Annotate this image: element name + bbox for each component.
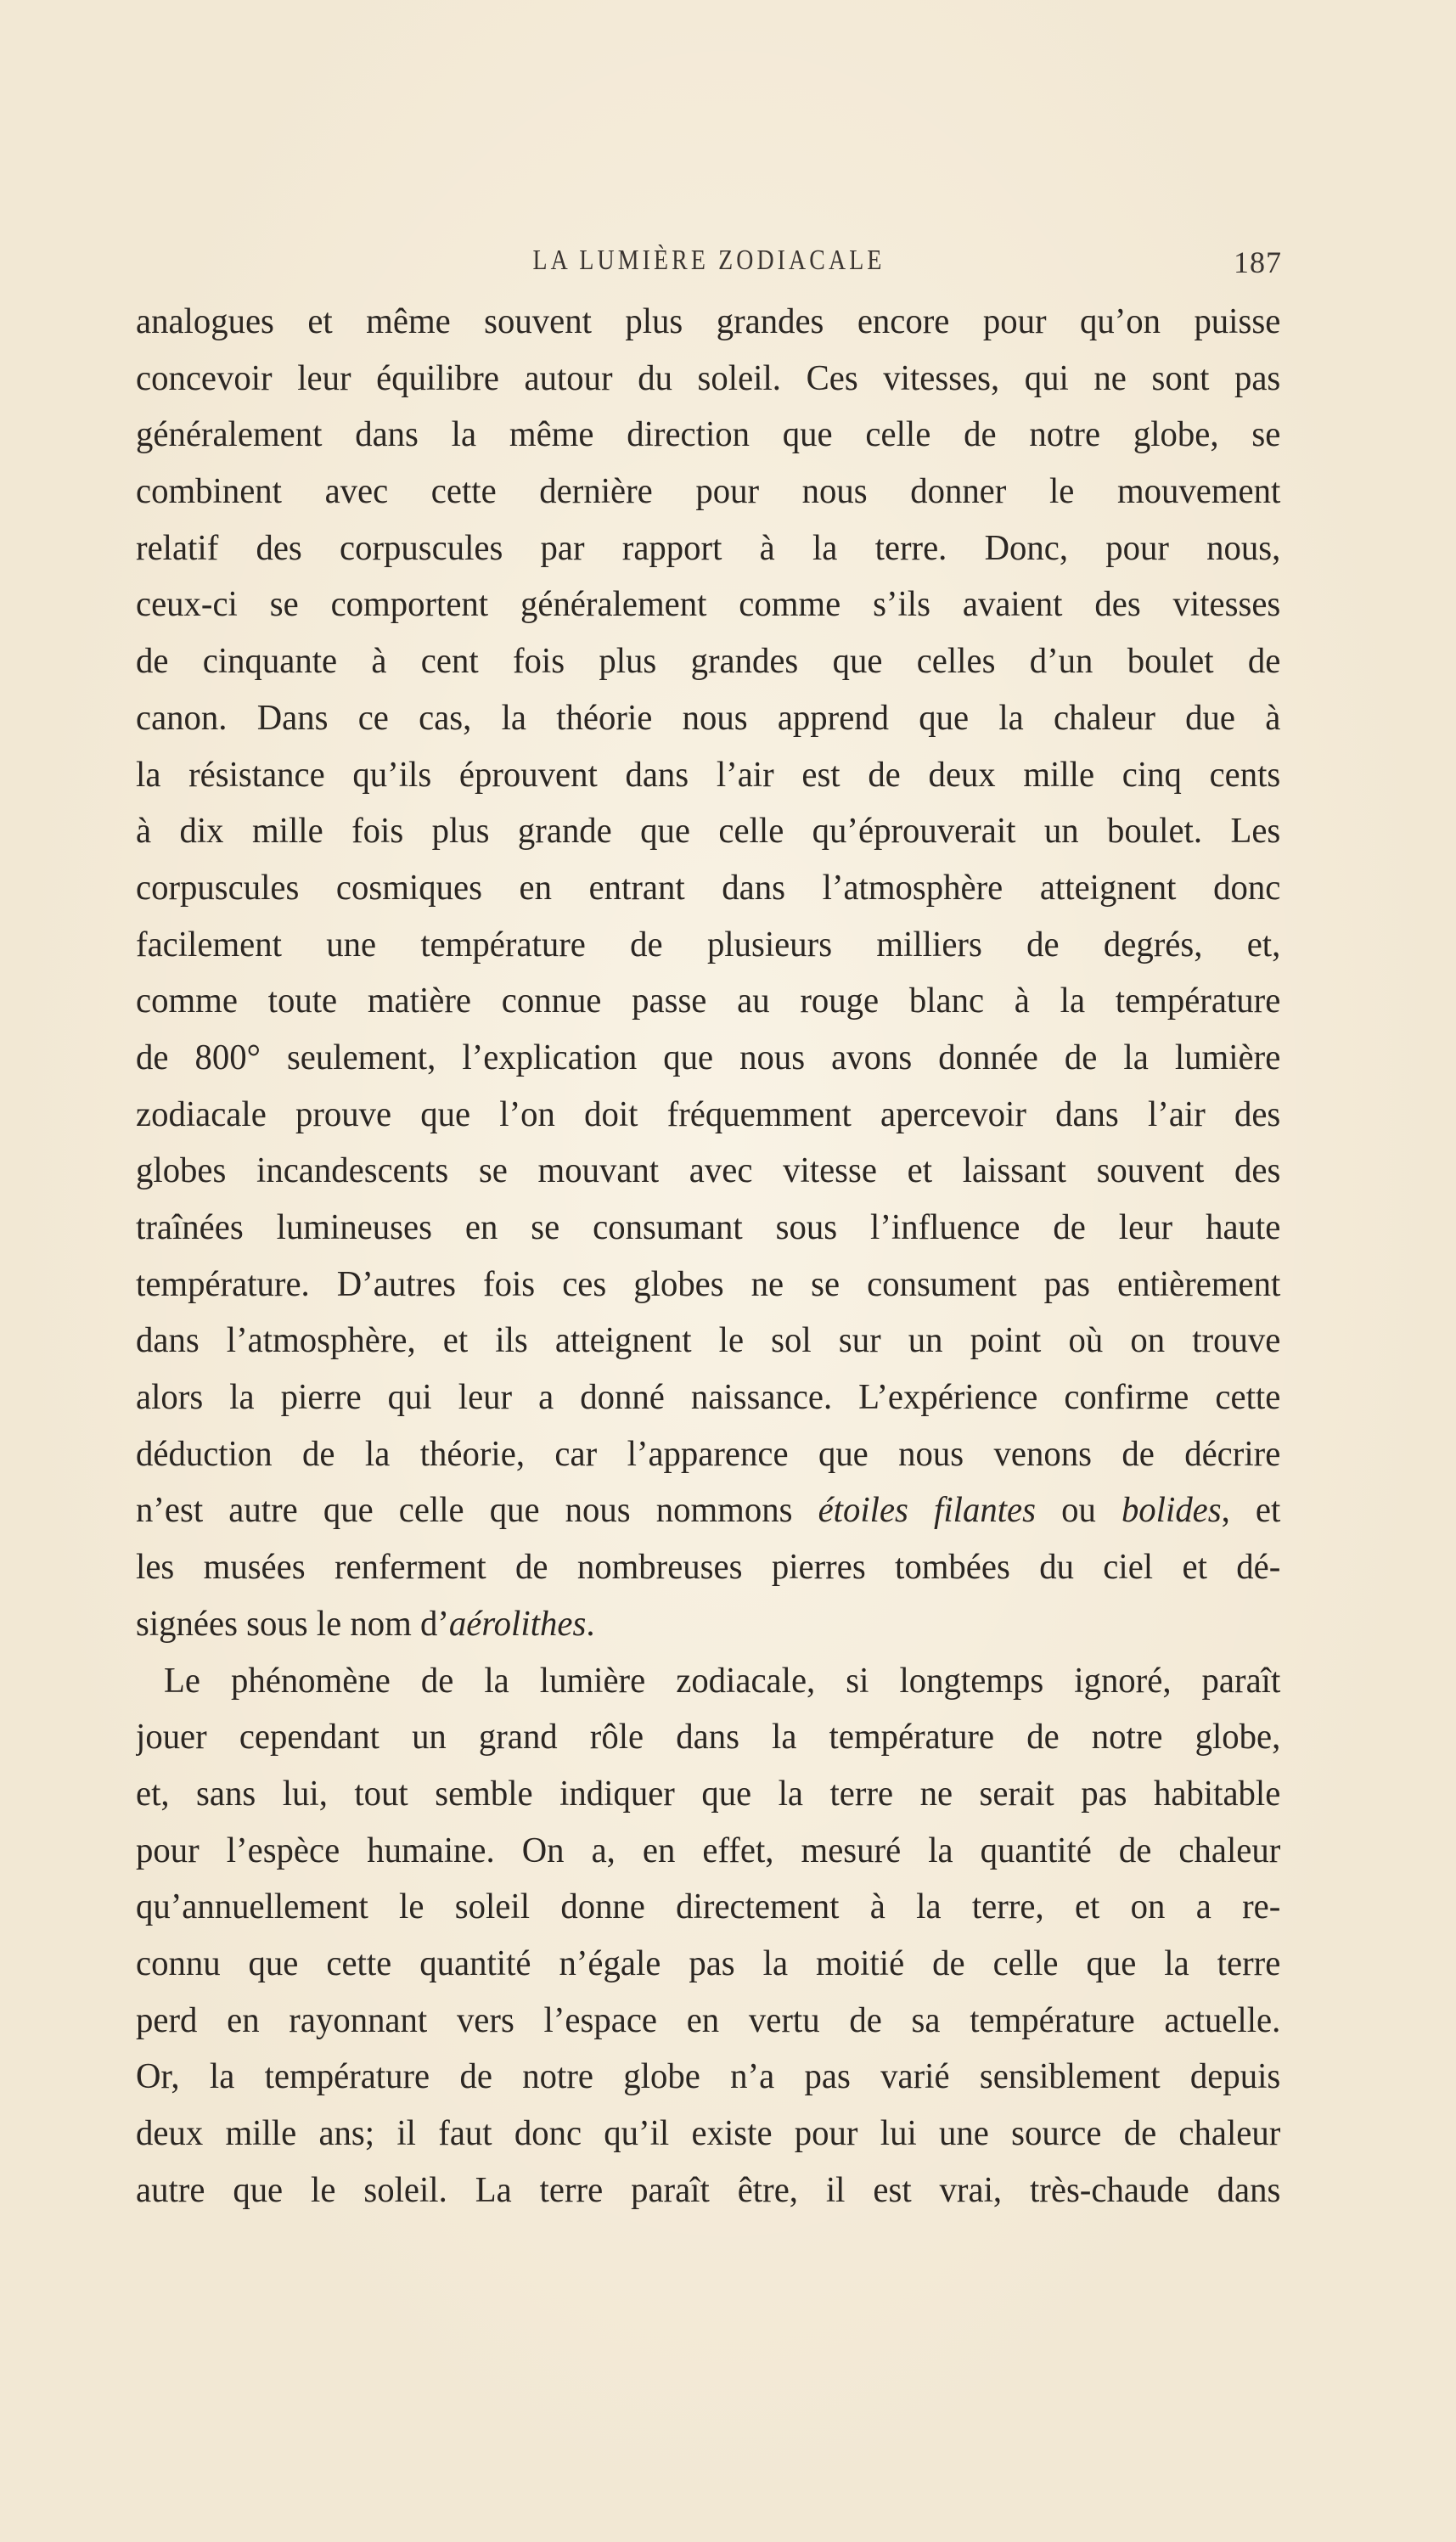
text-line: n’est autre que celle que nous nommons étoiles filantes ou bolides, et [136,1491,1281,1531]
text-line: globes incandescents se mouvant avec vitesse et laissant souvent des [136,1151,1281,1191]
text-line: deux mille ans; il faut donc qu’il existe pour lui une source de chaleur [136,2114,1281,2153]
text-line: analogues et même souvent plus grandes encore pour qu’on puisse [136,302,1281,341]
text-line: qu’annuellement le soleil donne directement à la terre, et on a re- [136,1887,1281,1927]
text-line: pour l’espèce humaine. On a, en effet, mesuré la quantité de chaleur [136,1831,1281,1870]
text-line: de 800° seulement, l’explication que nous avons donnée de la lumière [136,1038,1281,1077]
text-line: relatif des corpuscules par rapport à la terre. Donc, pour nous, [136,528,1281,568]
text-line: déduction de la théorie, car l’apparence que nous venons de décrire [136,1434,1281,1474]
text-line: Or, la température de notre globe n’a pas varié sensiblement depuis [136,2057,1281,2097]
running-title: LA LUMIÈRE ZODIACALE [532,245,885,276]
paragraph-start-line: Le phénomène de la lumière zodiacale, si longtemps ignoré, paraît [163,1661,1281,1701]
text-line: généralement dans la même direction que celle de notre globe, se [136,415,1281,455]
text-line: dans l’atmosphère, et ils atteignent le sol sur un point où on trouve [136,1321,1281,1361]
text-line: perd en rayonnant vers l’espace en vertu de sa température actuelle. [136,2000,1281,2040]
text-line: comme toute matière connue passe au rouge blanc à la température [136,981,1281,1021]
page-number: 187 [1234,245,1282,279]
italic-term: bolides [1121,1491,1222,1531]
text-line: à dix mille fois plus grande que celle qu’éprouverait un boulet. Les [136,812,1281,852]
text-line: autre que le soleil. La terre paraît être, il est vrai, très-chaude dans [136,2170,1281,2210]
italic-term: aérolithes [448,1604,587,1644]
italic-term: étoiles filantes [818,1491,1036,1531]
text-line: ceux-ci se comportent généralement comme s’ils avaient des vitesses [136,585,1281,625]
text-line: alors la pierre qui leur a donné naissance. L’expérience confirme cette [136,1378,1281,1418]
text-line: facilement une température de plusieurs milliers de degrés, et, [136,925,1281,964]
text-line: signées sous le nom d’aérolithes. [136,1604,595,1644]
text-line: traînées lumineuses en se consumant sous l’influence de leur haute [136,1208,1281,1247]
text-line: jouer cependant un grand rôle dans la température de notre globe, [136,1718,1281,1757]
text-line: corpuscules cosmiques en entrant dans l’atmosphère atteignent donc [136,868,1281,908]
text-line: combinent avec cette dernière pour nous donner le mouvement [136,472,1281,512]
text-line: la résistance qu’ils éprouvent dans l’air est de deux mille cinq cents [136,755,1281,795]
text-line: de cinquante à cent fois plus grandes que celles d’un boulet de [136,642,1281,682]
body-text [136,294,1282,2219]
text-line: température. D’autres fois ces globes ne se consument pas entièrement [136,1264,1281,1304]
text-line: canon. Dans ce cas, la théorie nous apprend que la chaleur due à [136,698,1281,738]
text-line: les musées renferment de nombreuses pierres tombées du ciel et dé- [136,1548,1281,1588]
text-line: connu que cette quantité n’égale pas la moitié de celle que la terre [136,1943,1281,1983]
text-line: zodiacale prouve que l’on doit fréquemment apercevoir dans l’air des [136,1094,1281,1134]
page-header [136,245,1282,289]
text-line: et, sans lui, tout semble indiquer que la terre ne serait pas habitable [136,1774,1281,1814]
text-line: concevoir leur équilibre autour du soleil. Ces vitesses, qui ne sont pas [136,358,1281,398]
